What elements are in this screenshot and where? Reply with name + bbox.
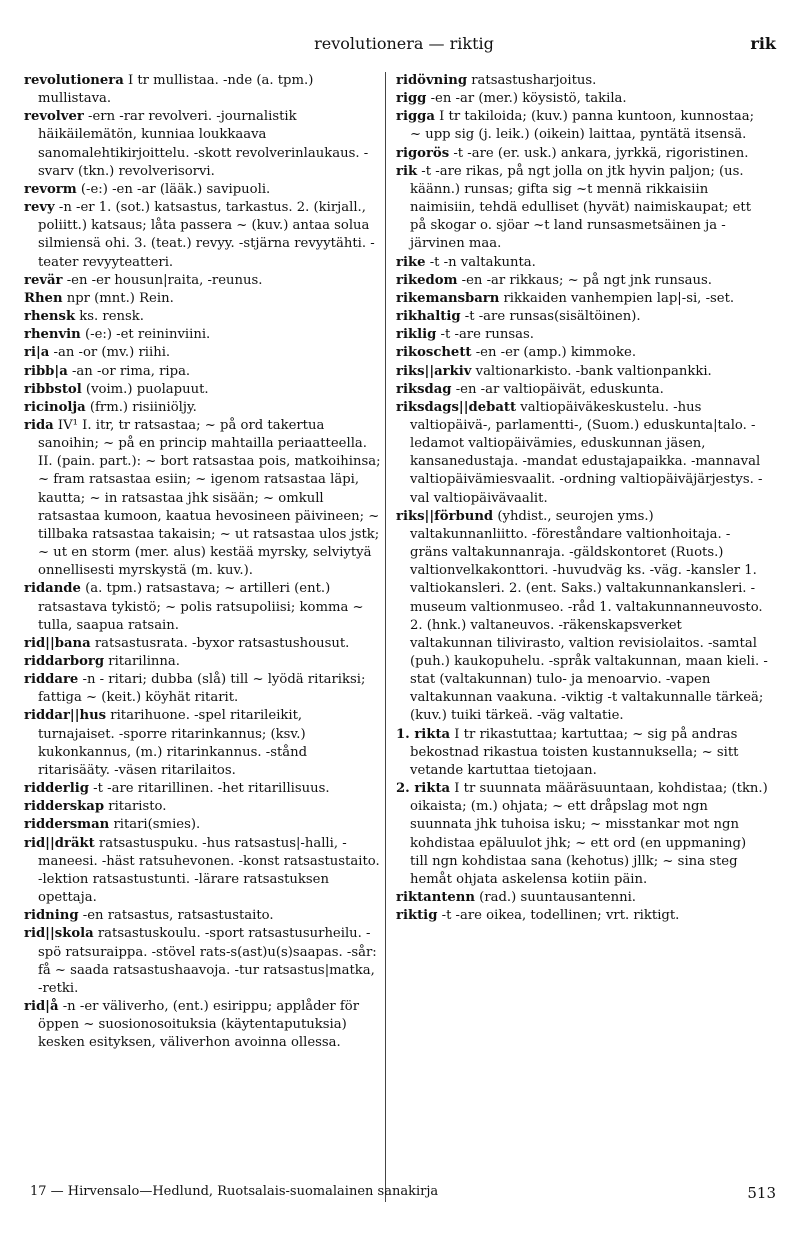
entry-headword: rid||skola [24, 926, 94, 942]
entry-definition: I tr rikastuttaa; kartuttaa; ~ sig på andras bekostnad rikastua toisten kustannuksella; ~ sitt vetande kartuttaa tietojaan. [410, 726, 739, 778]
entry-headword: rigg [396, 91, 427, 107]
dictionary-entry [396, 399, 768, 508]
entry-headword: riddersman [24, 817, 110, 833]
entry-definition: I tr takiloida; (kuv.) panna kuntoon, kunnostaa; ~ upp sig (j. leik.) (oikein) laittaa, pyntätä itsensä. [410, 109, 755, 143]
entry-headword: rikhaltig [396, 309, 461, 325]
guide-word: rik [750, 34, 776, 53]
entry-headword: rid||bana [24, 635, 91, 651]
entry-headword: Rhen [24, 290, 63, 306]
entry-headword: revolutionera [24, 73, 124, 88]
left-column [24, 72, 382, 1052]
dictionary-entry [24, 653, 382, 671]
dictionary-entry [396, 290, 768, 308]
dictionary-entry [24, 290, 382, 308]
entry-definition: (-e:) -et reininviini. [80, 327, 211, 343]
entry-definition: -en -er (amp.) kimmoke. [471, 345, 637, 361]
entry-headword: ridning [24, 908, 79, 924]
dictionary-entry [396, 308, 768, 326]
dictionary-entry [396, 363, 768, 381]
entry-headword: ridande [24, 581, 81, 597]
entry-headword: rid||dräkt [24, 835, 95, 851]
entry-headword: rida [24, 417, 54, 433]
entry-headword: rikoschett [396, 345, 472, 361]
dictionary-entry [24, 798, 382, 816]
entry-definition: -t -are ritarillinen. -het ritarillisuus. [88, 781, 330, 797]
dictionary-entry [24, 344, 382, 362]
entry-headword: riks||förbund [396, 508, 494, 524]
entry-headword: rigga [396, 109, 435, 125]
entry-definition: ratsastuskoulu. -sport ratsastusurheilu. -spö ratsuraippa. -stövel rats-s(ast)u(s)saapas. -sår: få ~ saada ratsastushaavoja. -tur ratsastus|matka, -retki. [38, 926, 377, 996]
entry-definition: ritarihuone. -spel ritarileikit, turnajaiset. -sporre ritarinkannus; (ksv.) kukonkannus, (m.) ritarinkannus. -stånd ritarisääty. -väsen ritarilaitos. [38, 708, 308, 778]
entry-definition: valtionarkisto. -bank valtionpankki. [471, 363, 712, 379]
dictionary-entry [24, 925, 382, 998]
dictionary-entry [24, 181, 382, 199]
entry-headword: riddarborg [24, 654, 105, 669]
dictionary-entry [396, 163, 768, 254]
entry-definition: -t -are (er. usk.) ankara, jyrkkä, rigoristinen. [449, 145, 749, 161]
entry-headword: rikemansbarn [396, 290, 500, 306]
page-footer [30, 1184, 778, 1206]
dictionary-entry [396, 780, 768, 889]
entry-definition: -an -or (mv.) riihi. [49, 345, 171, 361]
entry-definition: I tr suunnata määräsuuntaan, kohdistaa; (tkn.) oikaista; (m.) ohjata; ~ ett dråpslag mot ngn suunnata jhk tuhoisa isku; ~ misstankar mot ngn kohdistaa epäluulot jhk; ~ ett ord (en uppmaning) till ngn kohdistaa sana (kehotus) jllk; ~ sina steg hemåt ohjata askelensa kotiin päin. [410, 781, 768, 887]
entry-definition: (-e:) -en -ar (lääk.) savipuoli. [76, 181, 271, 197]
dictionary-entry [24, 381, 382, 399]
dictionary-entry [24, 635, 382, 653]
dictionary-entry [396, 326, 768, 344]
entry-headword: rhenvin [24, 327, 81, 343]
entry-headword: rikedom [396, 272, 458, 288]
dictionary-entry [396, 72, 768, 90]
running-title: revolutionera — riktig [314, 34, 494, 53]
entry-headword: riks||arkiv [396, 363, 472, 379]
dictionary-entry [396, 889, 768, 907]
entry-definition: npr (mnt.) Rein. [62, 290, 174, 306]
page-number: 513 [747, 1184, 776, 1202]
dictionary-entry [24, 707, 382, 780]
entry-headword: riddare [24, 672, 79, 688]
entry-definition: -t -n valtakunta. [425, 254, 536, 270]
column-divider [385, 72, 386, 1202]
dictionary-entry [396, 344, 768, 362]
entry-headword: riktig [396, 908, 438, 924]
entry-definition: -n -er väliverho, (ent.) esirippu; applåder för öppen ~ suosionosoituksia (käytentaputuksia) kesken esityksen, väliverhon avoinna ollessa. [38, 998, 360, 1051]
entry-headword: riddar||hus [24, 708, 107, 724]
dictionary-entry [396, 272, 768, 290]
dictionary-entry [24, 671, 382, 707]
dictionary-entry [24, 326, 382, 344]
dictionary-entry [24, 72, 382, 108]
page-header [30, 34, 778, 60]
dictionary-entry [396, 254, 768, 272]
entry-headword: rike [396, 254, 426, 270]
dictionary-entry [396, 508, 768, 726]
entry-headword: ri|a [24, 345, 50, 361]
entry-headword: revär [24, 272, 63, 288]
entry-headword: riksdags||debatt [396, 399, 517, 415]
entry-headword: 1. rikta [396, 726, 451, 742]
entry-definition: (frm.) risiiniöljy. [85, 399, 197, 415]
entry-headword: riksdag [396, 381, 452, 397]
footer-signature: 17 — Hirvensalo—Hedlund, Ruotsalais-suomalainen sanakirja [30, 1184, 439, 1199]
dictionary-entry [24, 308, 382, 326]
dictionary-entry [24, 417, 382, 580]
entry-headword: ridderlig [24, 781, 89, 797]
entry-definition: ratsastusrata. -byxor ratsastushousut. [90, 635, 350, 651]
entry-definition: rikkaiden vanhempien lap|-si, -set. [499, 290, 735, 306]
entry-definition: (voim.) puolapuut. [81, 381, 209, 397]
entry-headword: revy [24, 200, 55, 216]
entry-definition: -t -are oikea, todellinen; vrt. riktigt. [437, 908, 680, 924]
entry-headword: ribb|a [24, 363, 68, 379]
entry-headword: ribbstol [24, 381, 82, 397]
entry-definition: -n -er 1. (sot.) katsastus, tarkastus. 2. (kirjall., poliitt.) katsaus; låta passera ~ (kuv.) antaa solua silmiensä ohi. 3. (teat.) revyy. -stjärna revyytähti. -teater revyyteatteri. [38, 200, 375, 270]
entry-headword: rik [396, 163, 418, 179]
dictionary-entry [24, 580, 382, 634]
entry-definition: I tr mullistaa. -nde (a. tpm.) mullistava. [38, 73, 314, 107]
entry-definition: ritari(smies). [109, 817, 201, 833]
dictionary-entry [24, 272, 382, 290]
entry-headword: rhensk [24, 309, 76, 325]
entry-definition: -en -er housun|raita, -reunus. [62, 272, 263, 288]
entry-definition: ks. rensk. [75, 309, 144, 325]
entry-definition: -n - ritari; dubba (slå) till ~ lyödä ritariksi; fattiga ~ (keit.) köyhät ritarit. [38, 672, 366, 706]
entry-definition: -t -are rikas, på ngt jolla on jtk hyvin paljon; (us. käänn.) runsas; gifta sig ~t mennä rikkaisiin naimisiin, tehdä edulliset (hyvät) naimiskaupat; ett på skogar o. sjöar ~t land runsasmetsäinen ja -järvinen maa. [410, 163, 752, 252]
dictionary-entry [24, 816, 382, 834]
entry-definition: -en ratsastus, ratsastustaito. [78, 908, 274, 924]
entry-definition: ratsastuspuku. -hus ratsastus|-halli, -maneesi. -häst ratsuhevonen. -konst ratsastustaito. -lektion ratsastustunti. -lärare ratsastuksen opettaja. [38, 835, 380, 906]
dictionary-entry [396, 907, 768, 925]
right-column [396, 72, 768, 925]
entry-headword: 2. rikta [396, 781, 451, 797]
entry-headword: rigorös [396, 145, 450, 161]
entry-definition: IV¹ I. itr, tr ratsastaa; ~ på ord takertua sanoihin; ~ på en princip mahtailla periaatteella. II. (pain. part.): ~ bort ratsastaa pois, matkoihinsa; ~ fram ratsastaa esiin; ~ igenom ratsastaa läpi, kautta; ~ in ratsastaa jhk sisään; ~ omkull ratsastaa kumoon, kaatua hevosineen päivineen; ~ tillbaka ratsastaa takaisin; ~ ut ratsastaa ulos jstk; ~ ut en storm (mer. alus) kestää myrsky, selviytyä onnellisesti myrskystä (m. kuv.). [38, 417, 381, 579]
entry-definition: -en -ar (mer.) köysistö, takila. [426, 91, 627, 107]
entry-headword: rid|å [24, 998, 59, 1014]
entry-definition: ritarilinna. [104, 654, 180, 669]
entry-definition: -an -or rima, ripa. [67, 363, 191, 379]
dictionary-entry [24, 363, 382, 381]
entry-definition: (yhdist., seurojen yms.) valtakunnanliitto. -föreståndare valtionhoitaja. -gräns valtakunnanraja. -gäldskontoret (Ruots.) valtionvelkakonttori. -huvudväg ks. -väg. -kansler 1. valtiokansleri. 2. (ent. Saks.) valtakunnankansleri. -museum valtionmuseo. -råd 1. valtakunnanneuvosto. 2. (hnk.) valtaneuvos. -räkenskapsverket valtakunnan tilivirasto, valtion revisiolaitos. -samtal (puh.) kaukopuhelu. -språk valtakunnan, maan kieli. -stat (valtakunnan) tulo- ja menoarvio. -vapen valtakunnan vaakuna. -viktig -t valtakunnalle tärkeä; (kuv.) tuiki tärkeä. -väg valtatie. [410, 508, 768, 724]
dictionary-entry [396, 108, 768, 144]
entry-definition: -t -are runsas. [436, 327, 534, 343]
dictionary-entry [396, 90, 768, 108]
dictionary-entry [396, 145, 768, 163]
entry-headword: ridövning [396, 73, 468, 88]
entry-definition: -t -are runsas(sisältöinen). [460, 309, 641, 325]
entry-headword: riktantenn [396, 890, 475, 906]
dictionary-entry [24, 199, 382, 272]
entry-headword: revorm [24, 181, 77, 197]
dictionary-entry [396, 726, 768, 780]
entry-definition: -en -ar rikkaus; ~ på ngt jnk runsaus. [457, 272, 712, 288]
entry-headword: ridderskap [24, 799, 105, 815]
dictionary-entry [24, 108, 382, 181]
entry-definition: (a. tpm.) ratsastava; ~ artilleri (ent.) ratsastava tykistö; ~ polis ratsupoliisi; komma ~ tulla, saapua ratsain. [38, 581, 364, 633]
entry-headword: revolver [24, 109, 84, 125]
entry-definition: valtiopäiväkeskustelu. -hus valtiopäivä-, parlamentti-, (Suom.) eduskunta|talo. -ledamot valtiopäivämies, eduskunnan jäsen, kansanedustaja. -mandat edustajapaikka. -mannaval valtiopäivämiesvaalit. -ordning valtiopäiväjärjestys. -val valtiopäivävaalit. [410, 399, 763, 506]
dictionary-entry [24, 835, 382, 908]
dictionary-entry [24, 780, 382, 798]
entry-definition: ratsastusharjoitus. [467, 73, 597, 88]
entry-headword: ricinolja [24, 399, 86, 415]
entry-definition: -ern -rar revolveri. -journalistik häikäilemätön, kunniaa loukkaava sanomalehtikirjoittelu. -skott revolverinlaukaus. -svarv (tkn.) revolverisorvi. [38, 109, 369, 179]
entry-headword: riklig [396, 327, 437, 343]
entry-definition: (rad.) suuntausantenni. [474, 890, 636, 906]
dictionary-entry [396, 381, 768, 399]
dictionary-entry [24, 907, 382, 925]
entry-definition: ritaristo. [104, 799, 167, 815]
entry-definition: -en -ar valtiopäivät, eduskunta. [451, 381, 664, 397]
dictionary-entry [24, 399, 382, 417]
dictionary-entry [24, 998, 382, 1052]
